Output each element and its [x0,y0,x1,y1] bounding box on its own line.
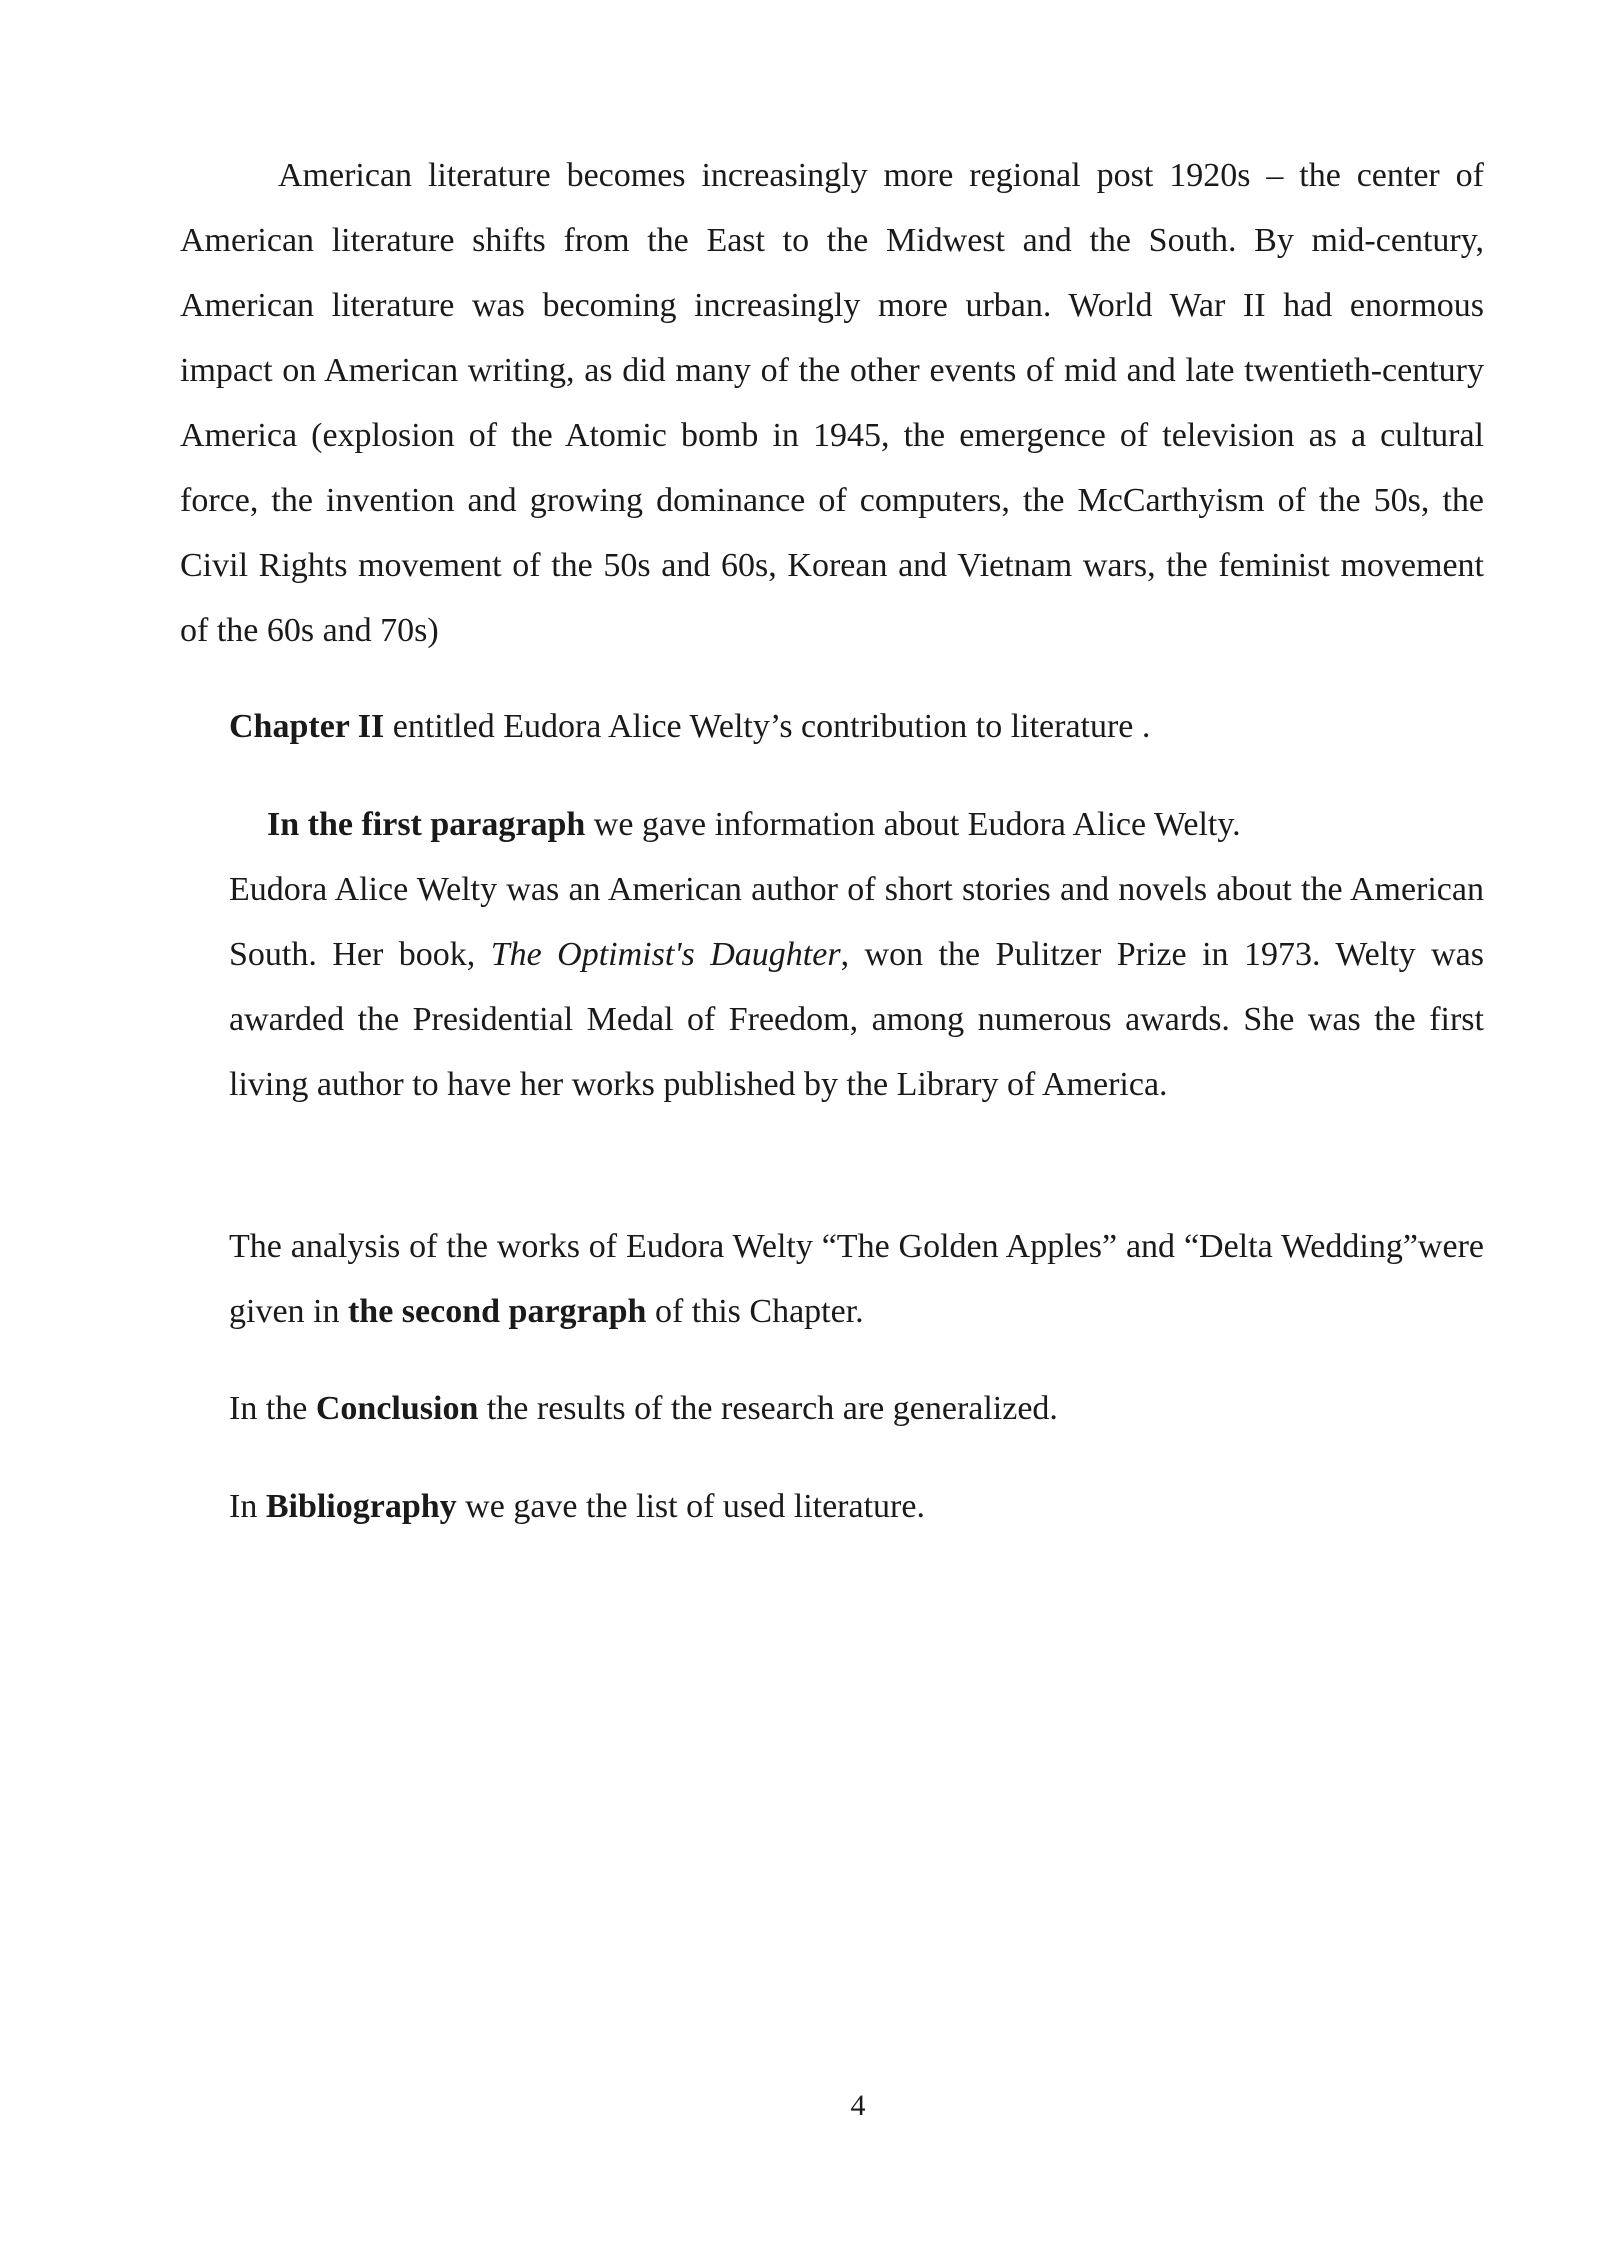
welty-bio-start: Eudora Alice Welty was an American author of short stories and novels about the American South. Her book, [229,871,1484,973]
second-paragraph-bold: the second pargraph [347,1293,647,1330]
conclusion-end: the results of the research are generalized. [478,1390,1058,1427]
paragraph-chapter-two [229,694,1484,759]
first-paragraph-intro: we gave information about Eudora Alice Welty. [585,806,1241,843]
conclusion-start: In the [229,1390,316,1427]
bibliography-start: In [229,1488,266,1525]
paragraph-first-paragraph [229,792,1484,1117]
paragraph-analysis [229,1214,1484,1344]
paragraph-american-literature [180,143,1484,663]
analysis-end: of this Chapter. [646,1293,864,1330]
bibliography-bold: Bibliography [265,1488,457,1525]
page-number: 4 [850,2089,866,2122]
bibliography-end: we gave the list of used literature. [456,1488,925,1525]
paragraph-bibliography [229,1474,1484,1539]
conclusion-bold: Conclusion [315,1390,479,1427]
chapter-description: entitled Eudora Alice Welty’s contribution to literature . [384,708,1151,745]
first-paragraph-bold: In the first paragraph [267,806,586,843]
welty-bio-end: , won the Pulitzer Prize in 1973. Welty was awarded the Presidential Medal of Freedom, among numerous awards. She was the first living author to have her works published by the Library of America. [229,936,1485,1103]
paragraph-text: American literature becomes increasingly more regional post 1920s – the center of American literature shifts from the East to the Midwest and the South. By mid-century, American literature was becoming increasingly more urban. World War II had enormous impact on American writing, as did many of the other events of mid and late twentieth-century America (explosion of the Atomic bomb in 1945, the emergence of television as a cultural force, the invention and growing dominance of computers, the McCarthyism of the 50s, the Civil Rights movement of the 50s and 60s, Korean and Vietnam wars, the feminist movement of the 60s and 70s) [180,157,1484,649]
chapter-heading-bold: Chapter II [229,708,385,745]
book-title: The Optimist's Daughter [490,936,841,973]
first-paragraph-intro-line [229,792,1484,857]
analysis-start: The analysis of the works of Eudora Welty “The Golden Apples” and “Delta Wedding”were given in [229,1228,1484,1330]
paragraph-conclusion [229,1376,1484,1441]
